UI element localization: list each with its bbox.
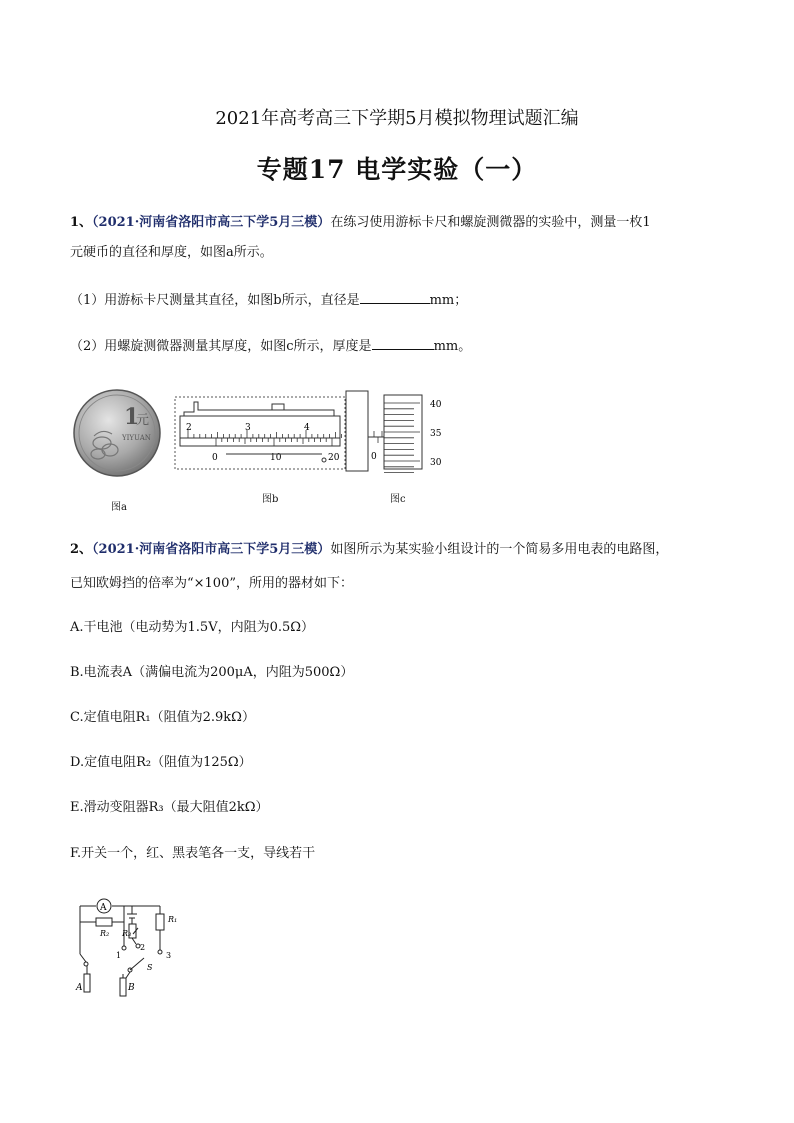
q1-number: 1、 bbox=[70, 215, 93, 230]
caliper-vernier-tick-20: 20 bbox=[328, 453, 340, 463]
q2-stem-a: 如图所示为某实验小组设计的一个简易多用电表的电路图， bbox=[330, 542, 669, 557]
circuit-diagram bbox=[74, 894, 186, 1004]
q2-item-a: A.干电池（电动势为1.5V，内阻为0.5Ω） bbox=[70, 620, 315, 635]
circuit-pos-2: 2 bbox=[140, 943, 146, 952]
q2-stem-line1 bbox=[70, 541, 730, 559]
q1-part2-prefix: （2）用螺旋测微器测量其厚度，如图c所示，厚度是 bbox=[70, 339, 372, 354]
q1-part1-unit: mm； bbox=[429, 293, 468, 308]
coin-figure bbox=[72, 388, 162, 478]
coin-unit: 元 bbox=[136, 413, 150, 428]
vernier-caliper-figure bbox=[174, 396, 346, 470]
q2-source: （2021·河南省洛阳市高三下学5月三模） bbox=[92, 542, 331, 557]
q1-part2-blank[interactable] bbox=[372, 337, 434, 350]
coin-brand: YIYUAN bbox=[122, 434, 151, 442]
caliper-vernier-tick-10: 10 bbox=[270, 453, 282, 463]
figure-c-label: 图c bbox=[390, 494, 406, 505]
circuit-pos-1: 1 bbox=[116, 951, 122, 960]
caliper-vernier-tick-0: 0 bbox=[212, 453, 218, 463]
figure-b-label: 图b bbox=[262, 494, 279, 505]
q1-part2-unit: mm。 bbox=[433, 339, 472, 354]
q1-stem-line1 bbox=[70, 214, 730, 232]
q1-stem-a: 在练习使用游标卡尺和螺旋测微器的实验中，测量一枚1 bbox=[330, 215, 651, 230]
q1-source: （2021·河南省洛阳市高三下学5月三模） bbox=[92, 215, 331, 230]
q1-stem-b: 元硬币的直径和厚度，如图a所示。 bbox=[70, 245, 273, 260]
circuit-pos-3: 3 bbox=[166, 951, 172, 960]
caliper-main-tick-2: 2 bbox=[186, 423, 192, 433]
q2-number: 2、 bbox=[70, 542, 93, 557]
thimble-tick-35: 35 bbox=[430, 429, 442, 439]
q2-item-d: D.定值电阻R₂（阻值为125Ω） bbox=[70, 755, 252, 770]
page-title: 专题17 电学实验（一） bbox=[256, 155, 538, 184]
q2-stem-b: 已知欧姆挡的倍率为“×100”，所用的器材如下： bbox=[70, 576, 353, 591]
q1-part1 bbox=[70, 291, 730, 310]
figure-a-label: 图a bbox=[111, 502, 127, 513]
circuit-r3-label: R₃ bbox=[122, 929, 132, 938]
q2-item-c: C.定值电阻R₁（阻值为2.9kΩ） bbox=[70, 710, 255, 725]
q1-part1-prefix: （1）用游标卡尺测量其直径，如图b所示，直径是 bbox=[70, 293, 360, 308]
circuit-switch-label: S bbox=[147, 963, 153, 972]
q2-item-b: B.电流表A（满偏电流为200μA，内阻为500Ω） bbox=[70, 665, 354, 680]
circuit-meter-label: A bbox=[100, 903, 107, 913]
caliper-main-tick-4: 4 bbox=[304, 423, 310, 433]
probe-b-label: B bbox=[128, 983, 135, 993]
thimble-tick-30: 30 bbox=[430, 458, 442, 468]
micrometer-figure bbox=[344, 389, 450, 473]
caliper-main-tick-3: 3 bbox=[245, 423, 251, 433]
q1-part2 bbox=[70, 337, 730, 356]
circuit-r2-label: R₂ bbox=[100, 929, 110, 938]
probe-a-label: A bbox=[76, 983, 83, 993]
circuit-r1-label: R₁ bbox=[168, 915, 178, 924]
q2-item-f: F.开关一个，红、黑表笔各一支，导线若干 bbox=[70, 846, 316, 861]
q1-part1-blank[interactable] bbox=[360, 291, 430, 304]
micrometer-sleeve-zero: 0 bbox=[371, 452, 377, 462]
q2-item-e: E.滑动变阻器R₃（最大阻值2kΩ） bbox=[70, 800, 269, 815]
coin-text: 1 bbox=[124, 404, 140, 430]
thimble-tick-40: 40 bbox=[430, 400, 442, 410]
header-title: 2021年高考高三下学期5月模拟物理试题汇编 bbox=[215, 108, 579, 129]
